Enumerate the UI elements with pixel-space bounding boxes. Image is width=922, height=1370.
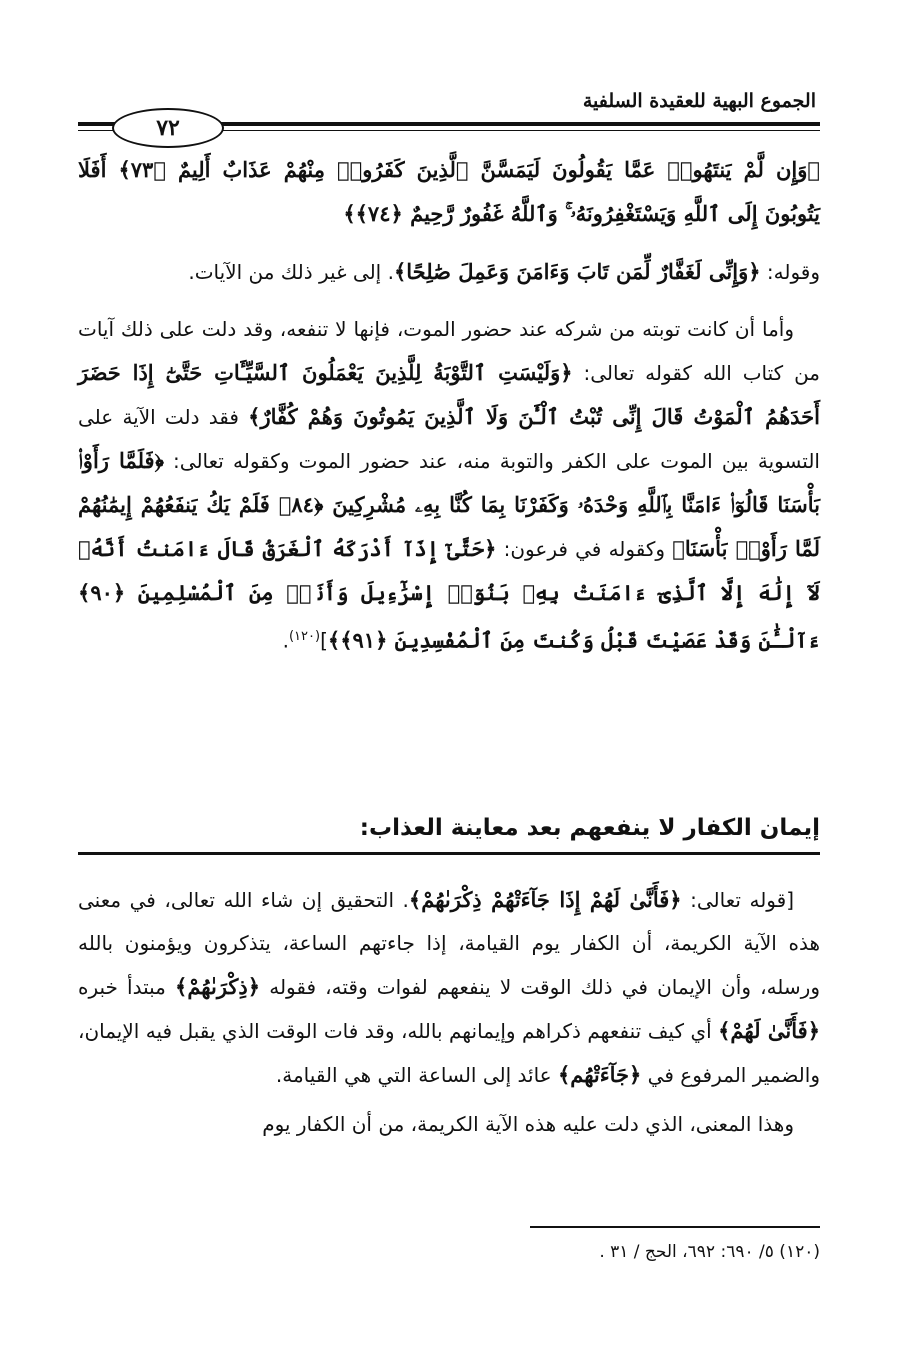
quran-verse: ﴿جَآءَتْهُم﴾ bbox=[557, 1062, 642, 1087]
text-paragraph bbox=[78, 878, 820, 1097]
text-span: مبتدأ خبره bbox=[78, 975, 176, 999]
section-heading-rule bbox=[78, 852, 820, 855]
page-number: ٧٢ bbox=[112, 108, 224, 148]
quran-verse: ﴿ذِكْرَىٰهُمْ﴾ bbox=[175, 974, 261, 999]
quran-verse: ﴿فَلَمَّا رَأَوْا۟ بَأْسَنَا قَالُوٓا۟ ءَامَنَّا بِٱللَّهِ وَحْدَهُۥ وَكَفَرْنَا بِمَا كُنَّا بِهِۦ مُشْرِكِينَ ﴿٨٤﴾ فَلَمْ يَكُ يَنفَعُهُمْ إِيمَٰنُهُمْ لَمَّا رَأَوْا۟ بَأْسَنَا﴾ bbox=[78, 448, 820, 561]
text-span: أي كيف تنفعهم ذكراهم وإيمانهم بالله، وقد فات الوقت الذي يقبل فيه الإيمان، والضمير المرفوع في bbox=[78, 1019, 820, 1087]
page-header bbox=[78, 78, 820, 141]
footnote-ref: (١٢٠) bbox=[288, 629, 321, 644]
quran-verse: ﴿حَتَّىٰٓ إِذَآ أَدْرَكَهُ ٱلْغَرَقُ قَالَ ءَامَنتُ أَنَّهُۥ لَآ إِلَٰهَ إِلَّا ٱلَّذِىٓ ءَامَنَتْ بِهِۦ بَنُوٓا۟ إِسْرَٰٓءِيلَ وَأَنَا۠ مِنَ ٱلْمُسْلِمِينَ ﴿٩٠﴾ ءَآلْـَٰٔنَ وَقَدْ عَصَيْتَ قَبْلُ وَكُنتَ مِنَ ٱلْمُفْسِدِينَ ﴿٩١﴾﴾ bbox=[78, 536, 820, 653]
text-span: . إلى غير ذلك من الآيات. bbox=[188, 260, 394, 284]
footnote: (١٢٠) ٥/ ٦٩٠: ٦٩٢، الحج / ٣١ . bbox=[599, 1242, 820, 1262]
text-span: وكقوله في فرعون: bbox=[496, 537, 673, 561]
text-span: فقد دلت الآية على التسوية بين الموت على الكفر والتوبة منه، عند حضور الموت وكقوله تعالى: bbox=[78, 405, 820, 473]
quran-verse: ﴿وَلَيْسَتِ ٱلتَّوْبَةُ لِلَّذِينَ يَعْمَلُونَ ٱلسَّيِّـَٔاتِ حَتَّىٰٓ إِذَا حَضَرَ أَحَدَهُمُ ٱلْمَوْتُ قَالَ إِنِّى تُبْتُ ٱلْـَٰٔنَ وَلَا ٱلَّذِينَ يَمُوتُونَ وَهُمْ كُفَّارٌ﴾ bbox=[78, 360, 820, 429]
footnote-rule bbox=[530, 1226, 820, 1228]
text-span: [قوله تعالى: bbox=[681, 888, 794, 912]
section-heading-text: إيمان الكفار لا ينفعهم بعد معاينة العذاب: bbox=[359, 815, 820, 841]
text-span: . التحقيق إن شاء الله تعالى، في معنى هذه الآية الكريمة، أن الكفار يوم القيامة، إذا جاءتهم الساعة، يتذكرون ويؤمنون بالله ورسله، وأن الإيمان في ذلك الوقت لا ينفعهم لفوات وقته، فقوله bbox=[78, 888, 820, 999]
text-paragraph bbox=[78, 250, 820, 294]
text-span: وقوله: bbox=[760, 260, 820, 284]
quran-verse: ﴿وَإِن لَّمْ يَنتَهُوا۟ عَمَّا يَقُولُونَ لَيَمَسَّنَّ ٱلَّذِينَ كَفَرُوا۟ مِنْهُمْ عَذَابٌ أَلِيمٌ ﴿٧٣﴾ أَفَلَا يَتُوبُونَ إِلَى ٱللَّهِ وَيَسْتَغْفِرُونَهُۥ ۚ وَٱللَّهُ غَفُورٌ رَّحِيمٌ ﴿٧٤﴾﴾ bbox=[78, 157, 820, 226]
text-span: وهذا المعنى، الذي دلت عليه هذه الآية الكريمة، من أن الكفار يوم bbox=[262, 1112, 794, 1136]
text-span: ] bbox=[320, 628, 328, 653]
quran-verse: ﴿فَأَنَّىٰ لَهُمْ﴾ bbox=[718, 1018, 820, 1043]
text-paragraph bbox=[78, 1103, 820, 1146]
book-title: الجموع البهية للعقيدة السلفية bbox=[582, 90, 816, 112]
text-span: عائد إلى الساعة التي هي القيامة. bbox=[275, 1063, 558, 1087]
text-span: . bbox=[282, 628, 289, 653]
text-span: وأما أن كانت توبته من شركه عند حضور الموت، فإنها لا تنفعه، وقد دلت على ذلك آيات من كتاب الله كقوله تعالى: bbox=[78, 317, 821, 385]
main-text-top bbox=[78, 148, 820, 677]
quran-verse-paragraph bbox=[78, 148, 820, 236]
main-text-bottom bbox=[78, 878, 820, 1152]
section-heading bbox=[78, 810, 820, 846]
text-paragraph bbox=[78, 308, 820, 663]
quran-verse: ﴿وَإِنِّى لَغَفَّارٌ لِّمَن تَابَ وَءَامَنَ وَعَمِلَ صَٰلِحًا﴾ bbox=[393, 259, 761, 284]
quran-verse: ﴿فَأَنَّىٰ لَهُمْ إِذَا جَآءَتْهُمْ ذِكْرَىٰهُمْ﴾ bbox=[408, 887, 682, 912]
book-page bbox=[78, 70, 820, 1360]
